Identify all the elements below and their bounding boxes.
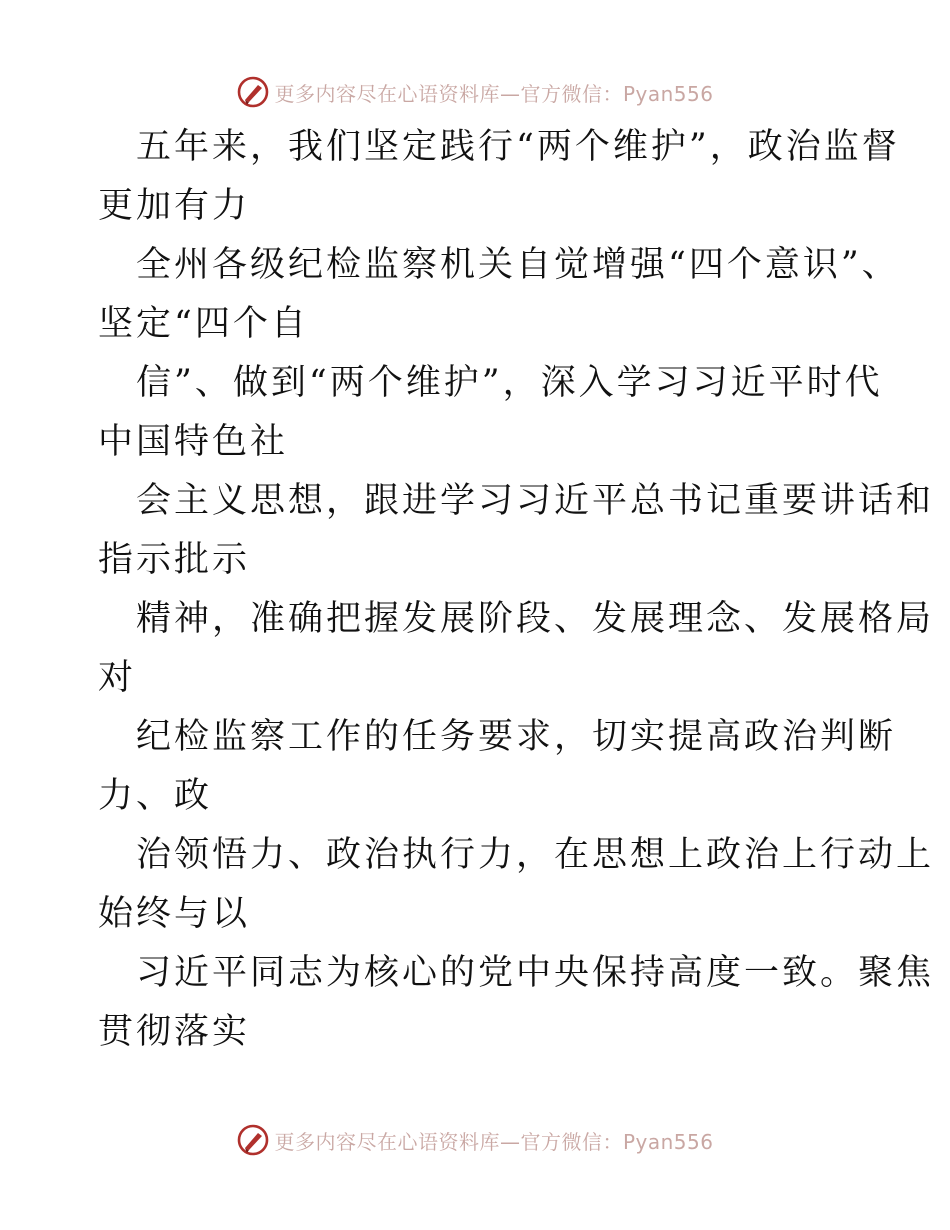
text-line: 坚定“四个自 <box>98 304 309 344</box>
text-line: 习近平同志为核心的党中央保持高度一致。聚焦 <box>136 953 935 993</box>
text-line: 力、政 <box>98 776 213 816</box>
text-line: 指示批示 <box>98 540 251 580</box>
text-line: 始终与以 <box>98 894 251 934</box>
document-body <box>98 118 935 1062</box>
text-line: 会主义思想，跟进学习习近平总书记重要讲话和 <box>136 481 935 521</box>
text-line: 贯彻落实 <box>98 1012 251 1052</box>
text-line: 治领悟力、政治执行力，在思想上政治上行动上 <box>136 835 935 875</box>
pen-circle-logo-icon <box>236 1123 270 1157</box>
watermark-text: 更多内容尽在心语资料库—官方微信：Pyan556 <box>274 81 714 106</box>
text-line: 精神，准确把握发展阶段、发展理念、发展格局 <box>136 599 935 639</box>
text-line: 中国特色社 <box>98 422 289 462</box>
pen-circle-logo-icon <box>236 75 270 109</box>
text-line: 五年来，我们坚定践行“两个维护”，政治监督 <box>136 127 900 167</box>
watermark-text: 更多内容尽在心语资料库—官方微信：Pyan556 <box>274 1129 714 1154</box>
header-watermark <box>0 72 950 112</box>
footer-watermark <box>0 1120 950 1160</box>
text-line: 全州各级纪检监察机关自觉增强“四个意识”、 <box>136 245 900 285</box>
text-line: 信”、做到“两个维护”，深入学习习近平时代 <box>136 363 883 403</box>
text-line: 更加有力 <box>98 186 251 226</box>
text-line: 纪检监察工作的任务要求，切实提高政治判断 <box>136 717 897 757</box>
text-line: 对 <box>98 658 137 698</box>
